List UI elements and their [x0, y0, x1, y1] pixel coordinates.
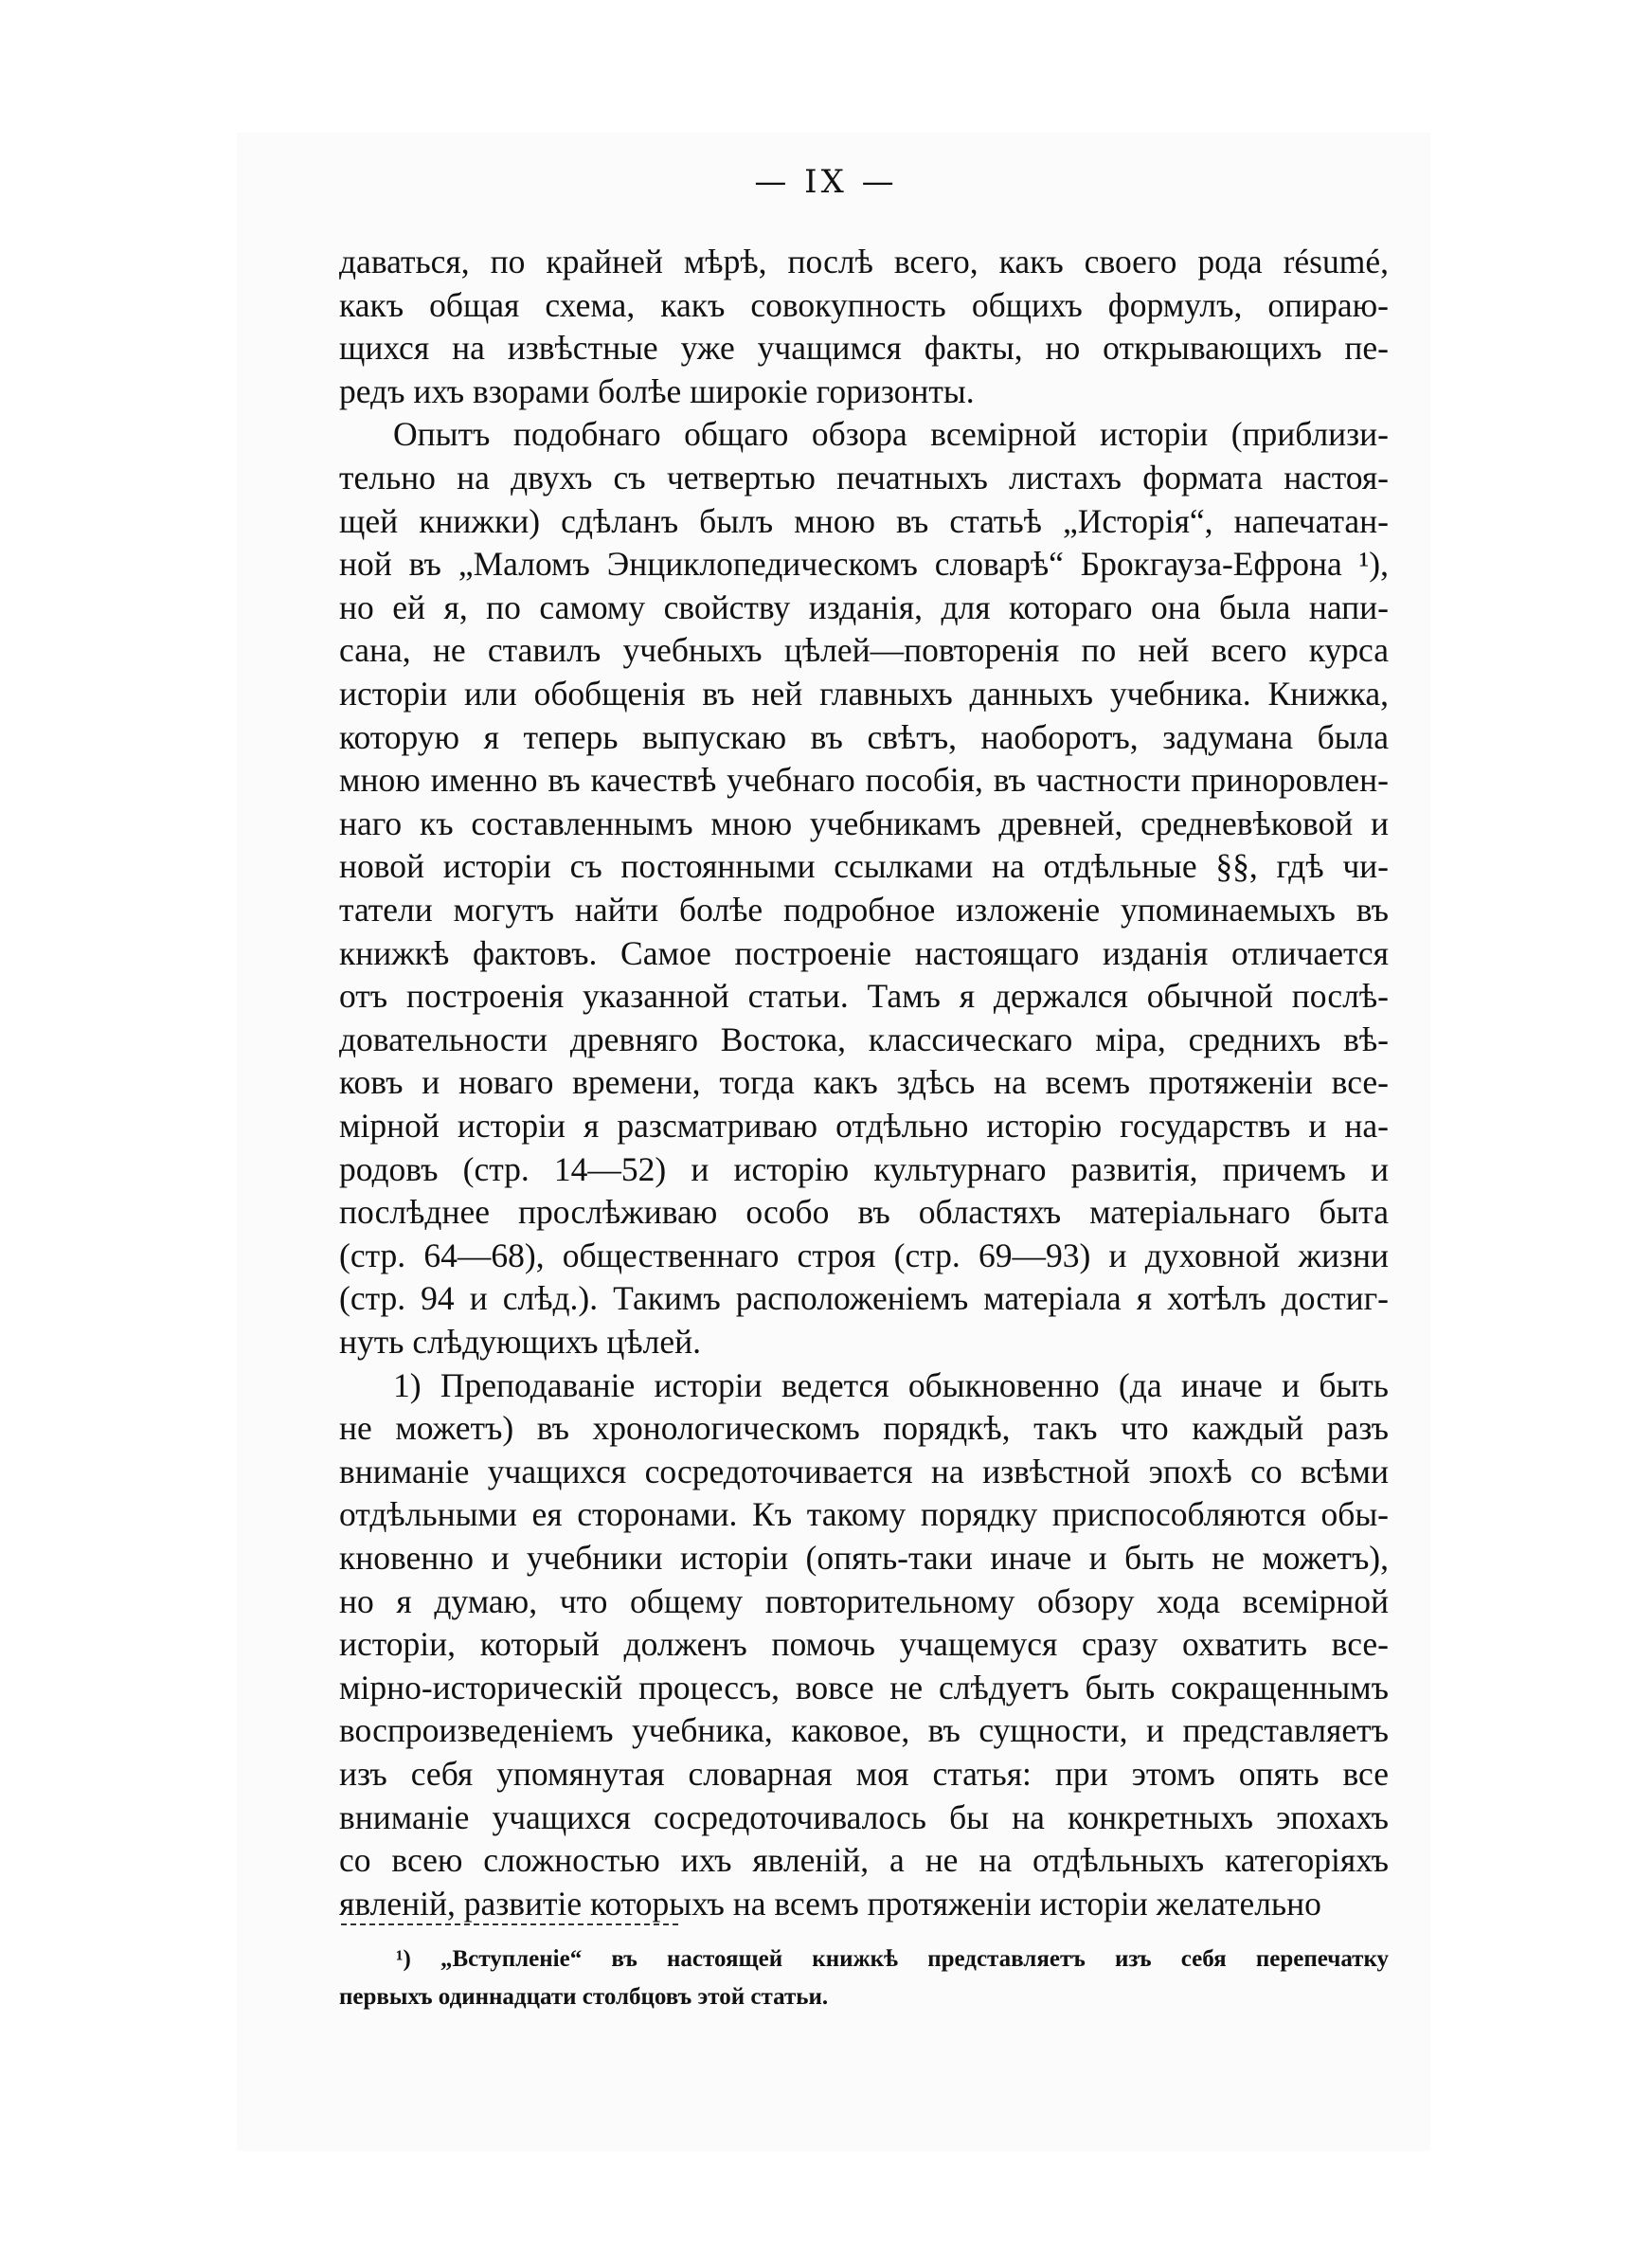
- text-line: отъ построенія указанной статьи. Тамъ я держался обычной послѣ-: [339, 977, 1389, 1016]
- text-line: родовъ (стр. 14—52) и исторію культурнаго развитія, причемъ и: [339, 1149, 1389, 1188]
- text-line: сана, не ставилъ учебныхъ цѣлей—повторенія по ней всего курса: [339, 631, 1389, 670]
- text-line: 1) Преподаваніе исторіи ведется обыкновенно (да иначе и быть: [393, 1365, 1389, 1404]
- text-line: мною именно въ качествѣ учебнаго пособія, въ частности приноровлен-: [339, 761, 1389, 800]
- text-line: исторіи, который долженъ помочь учащемуся сразу охватить все-: [339, 1625, 1389, 1664]
- text-line: послѣднее прослѣживаю особо въ областяхъ матеріальнаго быта: [339, 1193, 1389, 1232]
- text-line: наго къ составленнымъ мною учебникамъ древней, средневѣковой и: [339, 803, 1389, 842]
- text-line: не можетъ) въ хронологическомъ порядкѣ, такъ что каждый разъ: [339, 1409, 1389, 1448]
- text-line: новой исторіи съ постоянными ссылками на отдѣльные §§, гдѣ чи-: [339, 847, 1389, 886]
- text-line: ной въ „Маломъ Энциклопедическомъ словарѣ“ Брокгауза-Ефрона ¹),: [339, 545, 1389, 584]
- text-line: со всею сложностью ихъ явленій, а не на отдѣльныхъ категоріяхъ: [339, 1841, 1389, 1880]
- text-line: даваться, по крайней мѣрѣ, послѣ всего, какъ своего рода résumé,: [339, 243, 1389, 280]
- text-line: ковъ и новаго времени, тогда какъ здѣсь на всемъ протяженіи все-: [339, 1063, 1389, 1102]
- text-line: но ей я, по самому свойству изданія, для котораго она была напи-: [339, 587, 1389, 626]
- footnote-line: ¹) „Вступленіе“ въ настоящей книжкѣ представляетъ изъ себя перепечатку: [396, 1946, 1389, 1972]
- text-line: редъ ихъ взорами болѣе широкіе горизонты.: [339, 371, 975, 410]
- text-line: мірной исторіи я разсматриваю отдѣльно исторію государствъ и на-: [339, 1107, 1389, 1145]
- text-line: которую я теперь выпускаю въ свѣтъ, наоборотъ, задумана была: [339, 717, 1389, 756]
- text-line: щихся на извѣстные уже учащимся факты, но открывающихъ пе-: [339, 329, 1389, 368]
- text-line: вниманіе учащихся сосредоточивается на извѣстной эпохѣ со всѣми: [339, 1452, 1389, 1490]
- text-line: Опытъ подобнаго общаго обзора всемірной исторіи (приблизи-: [393, 415, 1389, 454]
- text-line: вниманіе учащихся сосредоточивалось бы на конкретныхъ эпохахъ: [339, 1797, 1389, 1836]
- page-number: — IX —: [754, 163, 898, 201]
- text-line: татели могутъ найти болѣе подробное изложеніе упоминаемыхъ въ: [339, 891, 1389, 929]
- text-line: книжкѣ фактовъ. Самое построеніе настоящаго изданія отличается: [339, 933, 1389, 972]
- text-line: но я думаю, что общему повторительному обзору хода всемірной: [339, 1581, 1389, 1620]
- footnote-separator: [341, 1923, 678, 1925]
- text-line: кновенно и учебники исторіи (опять-таки иначе и быть не можетъ),: [339, 1539, 1389, 1577]
- text-line: воспроизведеніемъ учебника, каковое, въ сущности, и представляетъ: [339, 1711, 1389, 1750]
- text-line: щей книжки) сдѣланъ былъ мною въ статьѣ „Исторія“, напечатан-: [339, 501, 1389, 540]
- text-line: довательности древняго Востока, классическаго міра, среднихъ вѣ-: [339, 1020, 1389, 1058]
- text-line: мірно-историческій процессъ, вовсе не слѣдуетъ быть сокращеннымъ: [339, 1668, 1389, 1706]
- text-line: изъ себя упомянутая словарная моя статья: при этомъ опять все: [339, 1755, 1389, 1793]
- text-line: нуть слѣдующихъ цѣлей.: [339, 1323, 701, 1361]
- footnote-line: первыхъ одиннадцати столбцовъ этой статьи.: [339, 1984, 829, 2010]
- text-line: исторіи или обобщенія въ ней главныхъ данныхъ учебника. Книжка,: [339, 675, 1389, 713]
- text-line: тельно на двухъ съ четвертью печатныхъ листахъ формата настоя-: [339, 459, 1389, 497]
- text-line: отдѣльными ея сторонами. Къ такому порядку приспособляются обы-: [339, 1495, 1389, 1534]
- text-line: какъ общая схема, какъ совокупность общихъ формулъ, опираю-: [339, 285, 1389, 324]
- text-line: (стр. 64—68), общественнаго строя (стр. 69—93) и духовной жизни: [339, 1236, 1389, 1274]
- text-line: явленій, развитіе которыхъ на всемъ протяженіи исторіи желательно: [339, 1884, 1321, 1923]
- text-line: (стр. 94 и слѣд.). Такимъ расположеніемъ матеріала я хотѣлъ достиг-: [339, 1279, 1389, 1318]
